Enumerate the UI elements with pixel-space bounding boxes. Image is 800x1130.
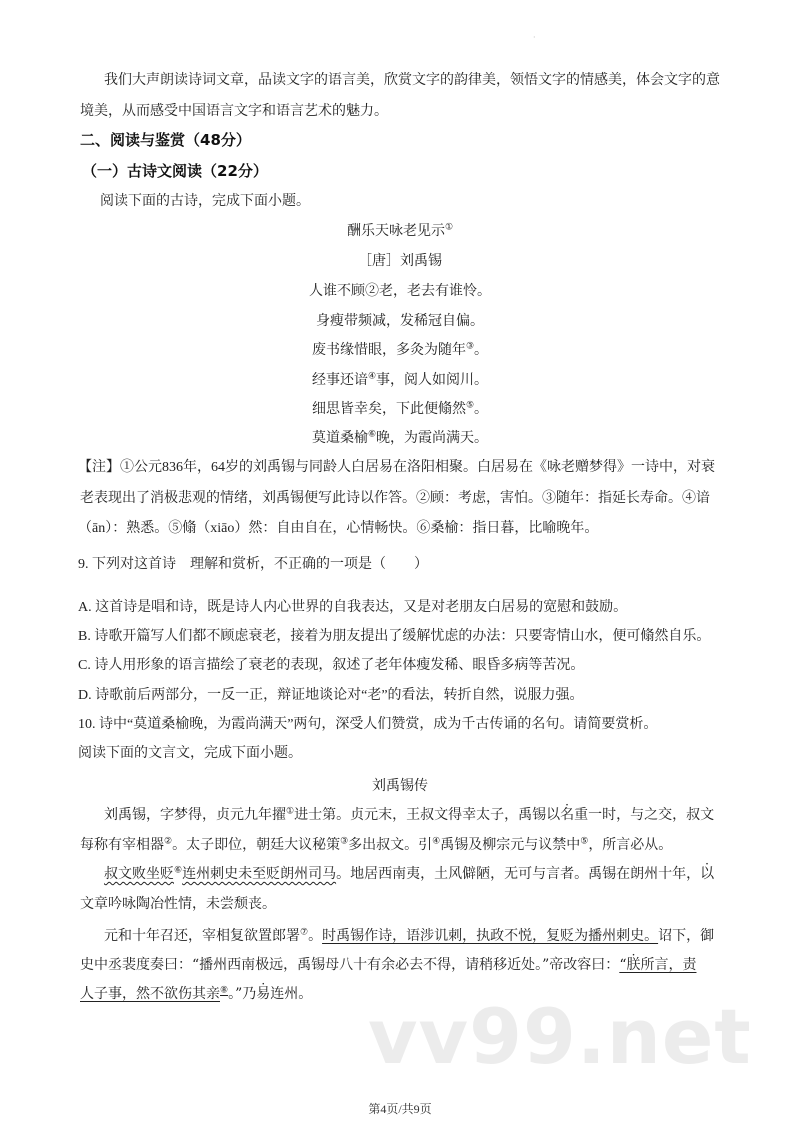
prose-p2-line-1: 叔文败坐贬⑥连州刺史未至贬朗州司马。地居西南夷，土风僻陋，无可与言者。禹锡在朗州十年，以 (104, 865, 715, 882)
prose-title: 刘禹锡传 (372, 778, 428, 794)
option-a: A. 这首诗是唱和诗，既是诗人内心世界的自我表达，又是对老朋友白居易的宽慰和鼓励。 (78, 600, 628, 615)
section-title: 二、阅读与鉴赏（48分） (80, 131, 251, 149)
poem-line: 废书缘惜眼，多灸为随年③。 (311, 341, 489, 358)
intro-line-1: 我们大声朗读诗词文章，品读文字的语言美，欣赏文字的韵律美，领悟文字的情感美，体会文字的意 (104, 72, 720, 88)
poem-line: 莫道桑榆⑥晚，为霞尚满天。 (311, 429, 489, 446)
intro-line-2: 境美，从而感受中国语言文字和语言艺术的魅力。 (80, 103, 388, 119)
question-10: 10. 诗中“莫道桑榆晚，为霞尚满天”两句，深受人们赞赏，成为千古传诵的名句。请简要赏析。 (78, 717, 658, 732)
poem-line: 细思皆幸矣，下此便翛然⑤。 (311, 400, 489, 417)
section-subtitle: （一）古诗文阅读（22分） (82, 162, 268, 180)
option-c: C. 诗人用形象的语言描绘了衰老的表现，叙述了老年体瘦发稀、眼昏多病等苦况。 (78, 658, 585, 673)
wavy-underlined-sentence: 叔文败坐贬 (104, 866, 174, 882)
prose-p3-line-1: 元和十年召还，宰相复欲置郎署⑦。时禹锡作诗，语涉讥刺，执政不悦，复贬为播州刺史。诏下，御 (104, 927, 715, 944)
notes-line-1: 【注】①公元836年，64岁的刘禹锡与同龄人白居易在洛阳相聚。白居易在《咏老赠梦得》一诗中，对衰 (78, 460, 715, 475)
poem-title (0, 222, 800, 240)
poem-line: 经事还谙④事，阅人如阅川。 (311, 371, 489, 388)
poem-line: 身瘦带频减，发稀冠自偏。 (316, 313, 484, 329)
poem-author: ［唐］刘禹锡 (358, 253, 442, 269)
prose-p2-line-2: 文章吟咏陶冶性情，未尝颓丧。 (80, 896, 276, 912)
page-footer: 第4页/共9页 (368, 1102, 432, 1116)
notes-line-2: 老表现出了消极悲观的情绪，刘禹锡便写此诗以作答。②顾：考虑，害怕。③随年：指延长寿命。④谙 (80, 491, 710, 506)
prose-p3-line-2: 史中丞裴度奏曰：“播州西南极远，禹锡母八十有余必去不得，请稍移近处。”帝改容曰：“朕所言，责 (80, 957, 697, 973)
poem-instruction: 阅读下面的古诗，完成下面小题。 (100, 193, 310, 209)
poem-title-text: 酬乐天咏老见示 (346, 223, 445, 239)
prose-p1-line-2: 每称有宰相器②。太子即位，朝廷大议秘策③多出叔文。引④禹锡及柳宗元与议禁中⑤，所言必从。 (80, 836, 673, 853)
underlined-sentence: 时禹锡作诗，语涉讥刺，执政不悦，复贬为播州刺史。 (322, 928, 659, 944)
poem-line: 人谁不顾②老，老去有谁怜。 (309, 283, 491, 299)
watermark: vv99.net (368, 992, 752, 1081)
option-d: D. 诗歌前后两部分，一反一正，辩证地谈论对“老”的看法，转折自然，说服力强。 (78, 688, 584, 703)
prose-instruction: 阅读下面的文言文，完成下面小题。 (78, 746, 302, 761)
footnote-marker: ① (444, 222, 454, 233)
scan-artifact: · (533, 33, 536, 42)
prose-p1-line-1: 刘禹锡，字梦得，贞元九年擢①进士第。贞元末，王叔文得幸太子，禹锡以名重一时，与之交，叔文 (104, 806, 715, 823)
question-9: 9. 下列对这首诗 理解和赏析，不正确的一项是（ ） (78, 557, 428, 572)
notes-line-3: （ān）：熟悉。⑤翛（xiāo）然：自由自在，心情畅快。⑥桑榆：指日暮，比喻晚年。 (78, 521, 599, 536)
underlined-sentence: 人子事，然不欲伤其亲 (80, 986, 220, 1002)
prose-p3-line-3: 人子事，然不欲伤其亲⑧。”乃易连州。 (80, 985, 313, 1002)
option-b: B. 诗歌开篇写人们都不顾虑衰老，接着为朋友提出了缓解忧虑的办法：只要寄情山水，便可翛然自乐。 (78, 629, 711, 644)
